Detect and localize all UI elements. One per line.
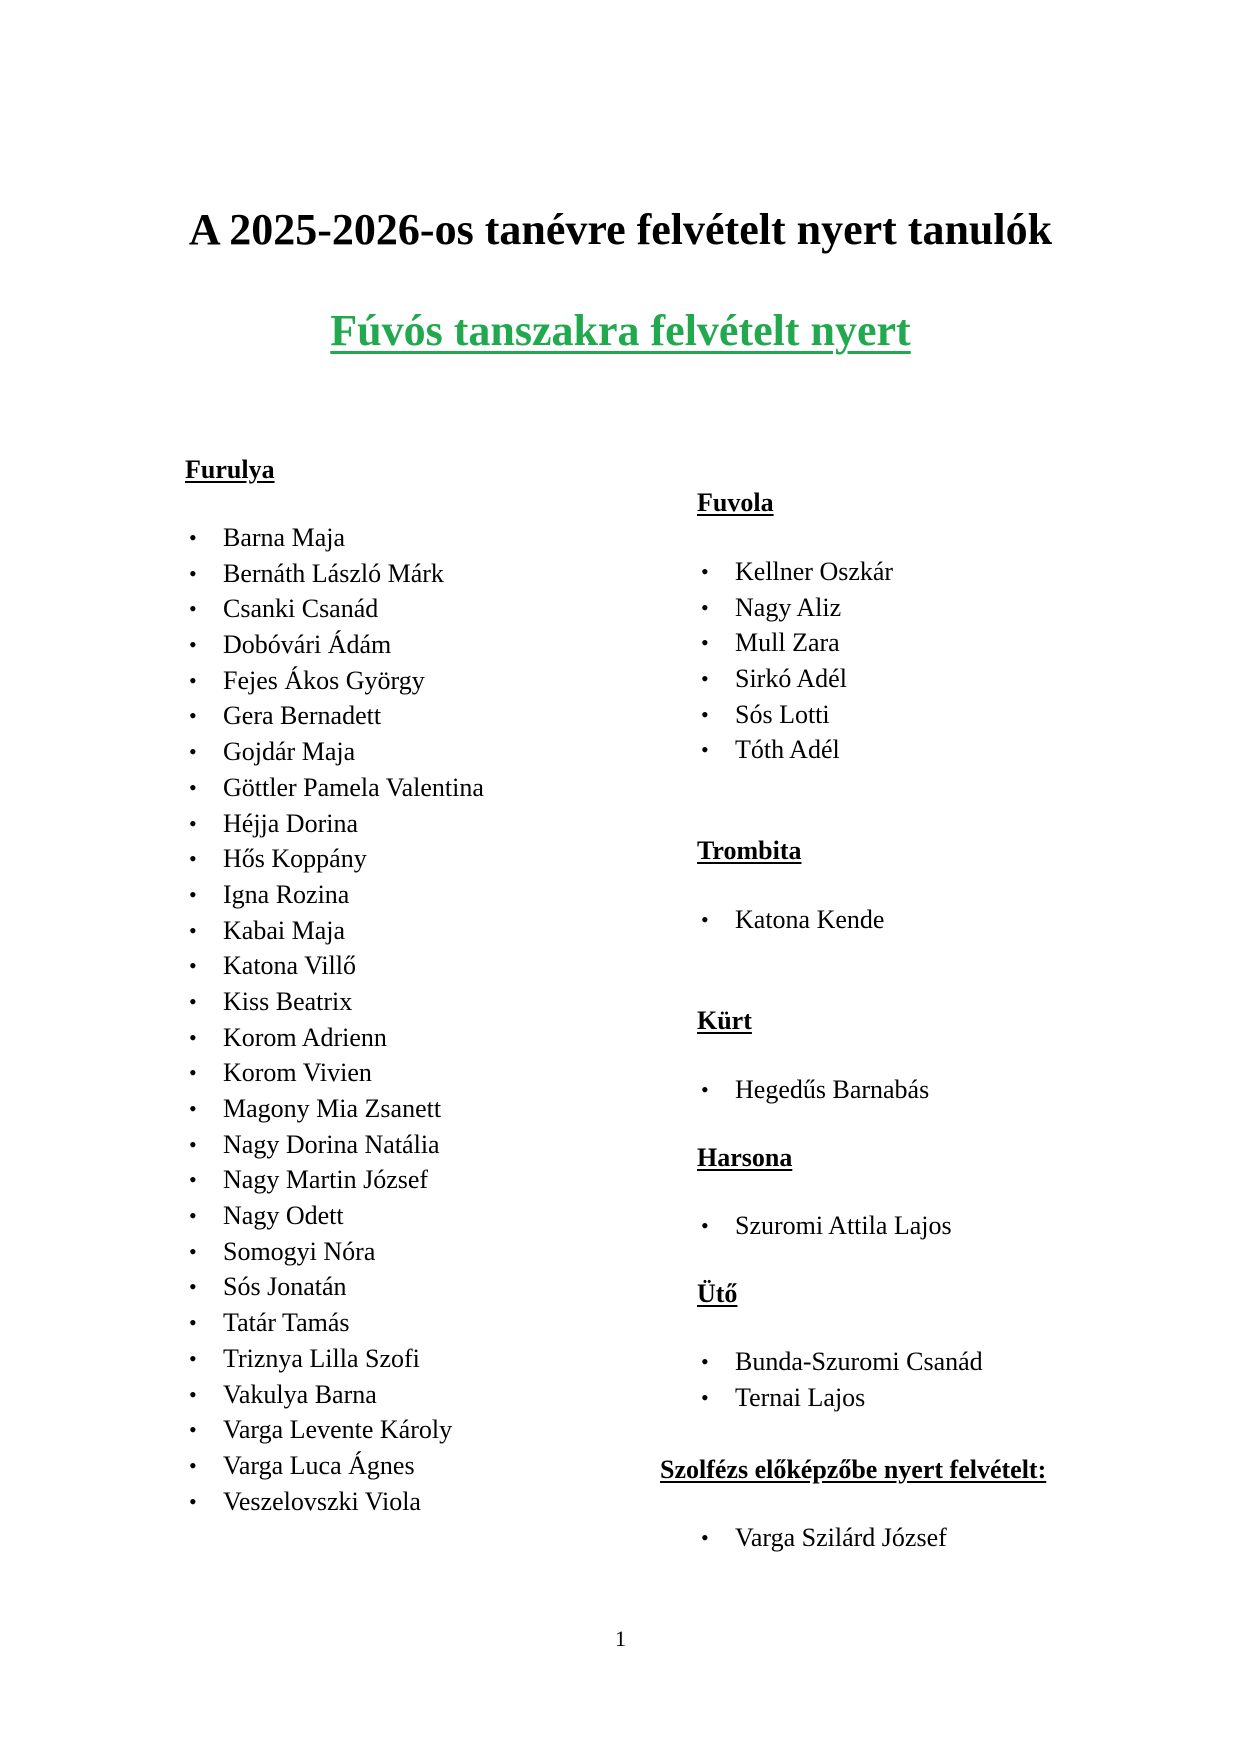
bullet-icon: • <box>189 1381 197 1407</box>
student-name: Bernáth László Márk <box>223 558 444 588</box>
list-item <box>697 1072 929 1108</box>
list-item <box>185 1448 484 1484</box>
section-heading-harsona: Harsona <box>697 1143 793 1172</box>
student-name: Fejes Ákos György <box>223 665 425 695</box>
student-name: Kellner Oszkár <box>735 557 894 586</box>
student-name: Nagy Dorina Natália <box>223 1129 440 1159</box>
list-item <box>185 1127 484 1163</box>
bullet-icon: • <box>189 1345 197 1371</box>
list-item <box>185 698 484 734</box>
list-item <box>185 1377 484 1413</box>
list-item <box>697 625 893 661</box>
bullet-icon: • <box>189 596 197 622</box>
section-heading-kurt: Kürt <box>697 1006 752 1035</box>
bullet-icon: • <box>189 1238 197 1264</box>
bullet-icon: • <box>189 1203 197 1229</box>
bullet-icon: • <box>189 739 197 765</box>
student-name: Katona Kende <box>735 905 885 934</box>
student-name: Magony Mia Zsanett <box>223 1094 442 1123</box>
student-name: Korom Vivien <box>223 1058 372 1088</box>
list-item <box>185 1341 484 1377</box>
bullet-icon: • <box>189 525 197 550</box>
section-heading-trombita: Trombita <box>697 836 802 865</box>
list-item <box>185 806 484 842</box>
bullet-icon: • <box>701 1384 709 1410</box>
student-name: Hős Koppány <box>223 844 367 874</box>
student-name: Sirkó Adél <box>735 664 847 694</box>
student-name: Csanki Csanád <box>223 594 379 624</box>
list-item <box>697 1520 947 1556</box>
student-name: Kabai Maja <box>223 915 346 945</box>
bullet-icon: • <box>189 560 197 586</box>
list-item <box>697 1208 952 1244</box>
list-item <box>697 590 893 626</box>
section-heading-szolfezs: Szolfézs előképzőbe nyert felvételt: <box>660 1455 1047 1484</box>
list-kurt <box>697 1072 929 1108</box>
list-fuvola <box>697 554 893 768</box>
student-name: Katona Villő <box>223 951 356 981</box>
list-harsona <box>697 1208 952 1244</box>
list-item <box>185 1091 484 1127</box>
bullet-icon: • <box>189 1274 197 1300</box>
student-name: Varga Levente Károly <box>223 1415 453 1445</box>
list-item <box>185 948 484 984</box>
student-name: Korom Adrienn <box>223 1022 387 1052</box>
department-subtitle <box>0 301 1241 361</box>
list-item <box>185 913 484 949</box>
student-name: Nagy Martin József <box>223 1165 429 1195</box>
bullet-icon: • <box>701 1349 709 1374</box>
student-name: Varga Szilárd József <box>735 1523 947 1552</box>
list-szolfezs <box>697 1520 947 1556</box>
list-item <box>697 1380 983 1416</box>
list-item <box>185 1269 484 1305</box>
list-furulya <box>185 520 484 1519</box>
list-item <box>185 1162 484 1198</box>
student-name: Tóth Adél <box>735 735 840 765</box>
list-item <box>185 734 484 770</box>
bullet-icon: • <box>189 774 197 800</box>
student-name: Bunda-Szuromi Csanád <box>735 1347 983 1376</box>
list-item <box>185 556 484 592</box>
document-title: A 2025-2026-os tanévre felvételt nyert tanulók <box>188 205 1053 254</box>
section-heading-uto: Ütő <box>697 1279 738 1308</box>
list-item <box>697 554 893 590</box>
list-uto <box>697 1344 983 1415</box>
student-name: Vakulya Barna <box>223 1379 377 1409</box>
student-name: Triznya Lilla Szofi <box>223 1343 420 1373</box>
bullet-icon: • <box>701 1077 709 1102</box>
list-item <box>697 902 884 938</box>
student-name: Gera Bernadett <box>223 701 382 731</box>
bullet-icon: • <box>701 907 709 932</box>
bullet-icon: • <box>189 917 197 943</box>
student-name: Sós Lotti <box>735 699 830 729</box>
student-name: Kiss Beatrix <box>223 986 353 1016</box>
bullet-icon: • <box>189 1096 197 1121</box>
bullet-icon: • <box>189 810 197 836</box>
list-item <box>185 877 484 913</box>
page-number: 1 <box>615 1626 626 1651</box>
bullet-icon: • <box>189 667 197 693</box>
student-name: Szuromi Attila Lajos <box>735 1211 952 1240</box>
list-item <box>185 520 484 556</box>
list-item <box>185 663 484 699</box>
bullet-icon: • <box>189 1167 197 1193</box>
department-subtitle-text: Fúvós tanszakra felvételt nyert <box>330 306 911 355</box>
bullet-icon: • <box>189 1024 197 1050</box>
list-item <box>185 841 484 877</box>
list-item <box>185 591 484 627</box>
bullet-icon: • <box>701 1525 709 1550</box>
bullet-icon: • <box>189 953 197 979</box>
bullet-icon: • <box>189 1417 197 1443</box>
student-name: Göttler Pamela Valentina <box>223 772 484 802</box>
student-name: Hegedűs Barnabás <box>735 1075 930 1104</box>
list-item <box>185 1055 484 1091</box>
section-heading-furulya: Furulya <box>185 455 275 484</box>
bullet-icon: • <box>189 988 197 1014</box>
student-name: Héjja Dorina <box>223 808 359 838</box>
list-item <box>697 732 893 768</box>
student-name: Barna Maja <box>223 523 346 552</box>
student-name: Dobóvári Ádám <box>223 630 392 660</box>
bullet-icon: • <box>701 630 709 656</box>
list-item <box>185 984 484 1020</box>
student-name: Igna Rozina <box>223 879 350 909</box>
bullet-icon: • <box>701 1213 709 1238</box>
bullet-icon: • <box>701 701 709 727</box>
bullet-icon: • <box>701 666 709 692</box>
list-item <box>697 697 893 733</box>
bullet-icon: • <box>701 737 709 763</box>
bullet-icon: • <box>189 881 197 907</box>
list-item <box>185 1305 484 1341</box>
bullet-icon: • <box>189 703 197 729</box>
bullet-icon: • <box>189 1060 197 1086</box>
bullet-icon: • <box>189 1452 197 1478</box>
student-name: Gojdár Maja <box>223 737 356 767</box>
student-name: Mull Zara <box>735 628 840 658</box>
list-item <box>185 1198 484 1234</box>
list-item <box>697 1344 983 1380</box>
list-item <box>185 1412 484 1448</box>
student-name: Varga Luca Ágnes <box>223 1450 415 1480</box>
student-name: Nagy Odett <box>223 1201 344 1231</box>
list-item <box>185 1484 484 1520</box>
section-heading-fuvola: Fuvola <box>697 488 774 517</box>
list-trombita <box>697 902 884 938</box>
list-item <box>185 627 484 663</box>
list-item <box>185 1234 484 1270</box>
list-item <box>185 770 484 806</box>
bullet-icon: • <box>189 1131 197 1157</box>
bullet-icon: • <box>701 559 709 584</box>
student-name: Somogyi Nóra <box>223 1236 376 1266</box>
student-name: Ternai Lajos <box>735 1382 866 1412</box>
bullet-icon: • <box>701 594 709 620</box>
bullet-icon: • <box>189 1488 197 1514</box>
bullet-icon: • <box>189 632 197 658</box>
list-item <box>697 661 893 697</box>
list-item <box>185 1020 484 1056</box>
bullet-icon: • <box>189 1310 197 1336</box>
student-name: Nagy Aliz <box>735 592 842 622</box>
student-name: Tatár Tamás <box>223 1308 350 1338</box>
bullet-icon: • <box>189 846 197 872</box>
student-name: Sós Jonatán <box>223 1272 347 1302</box>
student-name: Veszelovszki Viola <box>223 1486 421 1516</box>
